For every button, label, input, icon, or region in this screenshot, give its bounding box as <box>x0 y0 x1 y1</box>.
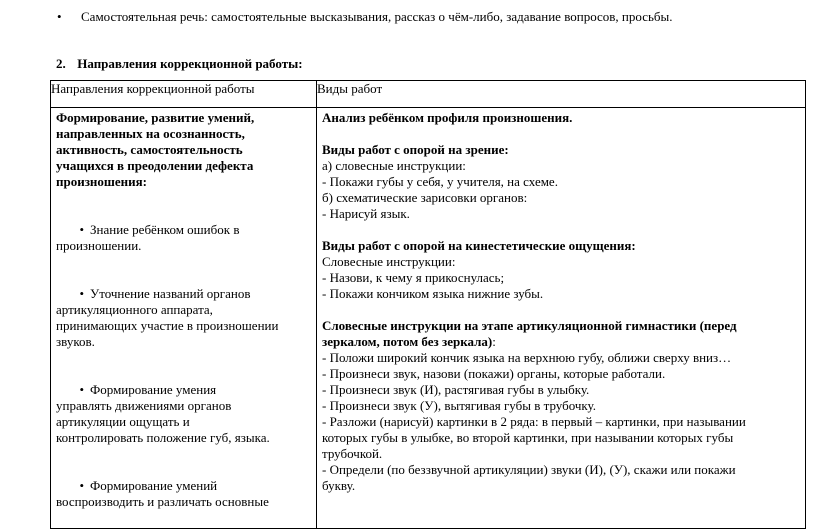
gymnastics-line: - Произнеси звук (И), растягивая губы в улыбку. <box>322 382 590 397</box>
directions-cell <box>51 108 317 529</box>
gymnastics-line: - Произнеси звук, назови (покажи) органы, которые работали. <box>322 366 666 381</box>
work-types-cell <box>317 108 806 529</box>
kinesthetic-line: - Покажи кончиком языка нижние зубы. <box>322 286 544 301</box>
kinesthetic-line: Словесные инструкции: <box>322 254 456 269</box>
bullet-marker: • <box>79 286 84 301</box>
left-heading-line: произношения: <box>56 174 148 189</box>
header-work-types: Виды работ <box>317 81 806 108</box>
gymnastics-heading-line: Словесные инструкции на этапе артикуляционной гимнастики (перед <box>322 318 737 333</box>
vision-line: б) схематические зарисовки органов: <box>322 190 528 205</box>
gymnastics-line: - Определи (по беззвучной артикуляции) звуки (И), (У), скажи или покажи <box>322 462 736 477</box>
bullet-marker: • <box>57 9 62 24</box>
correction-table <box>50 80 806 529</box>
gymnastics-heading-line-2: зеркалом, потом без зеркала): <box>322 334 496 349</box>
left-heading-line: учащихся в преодолении дефекта <box>56 158 254 173</box>
gymnastics-line: букву. <box>322 478 356 493</box>
section-number: 2. <box>56 56 66 71</box>
vision-line: а) словесные инструкции: <box>322 158 466 173</box>
kinesthetic-heading: Виды работ с опорой на кинестетические ощущения: <box>322 238 636 253</box>
analysis-line: Анализ ребёнком профиля произношения. <box>322 110 573 125</box>
bullet-marker: • <box>79 222 84 237</box>
header-directions: Направления коррекционной работы <box>51 81 317 108</box>
vision-heading: Виды работ с опорой на зрение: <box>322 142 509 157</box>
left-heading-line: Формирование, развитие умений, <box>56 110 255 125</box>
gymnastics-line: - Положи широкий кончик языка на верхнюю губу, оближи сверху вниз… <box>322 350 732 365</box>
vision-line: - Покажи губы у себя, у учителя, на схеме. <box>322 174 558 189</box>
section-heading <box>56 56 303 72</box>
vision-line: - Нарисуй язык. <box>322 206 410 221</box>
bullet-marker: • <box>79 382 84 397</box>
gymnastics-line: - Разложи (нарисуй) картинки в 2 ряда: в первый – картинки, при назывании <box>322 414 746 429</box>
direction-item-4: • Формирование умений воспроизводить и различать основные <box>56 478 269 509</box>
intro-bullet-text: Самостоятельная речь: самостоятельные высказывания, рассказ о чём-либо, задавание вопросов, просьбы. <box>81 9 673 24</box>
table-row <box>51 108 806 529</box>
gymnastics-line: трубочкой. <box>322 446 383 461</box>
gymnastics-line: которых губы в улыбке, во второй картинки, при назывании которых губы <box>322 430 734 445</box>
left-heading-line: направленных на осознанность, <box>56 126 245 141</box>
direction-item-1: • Знание ребёнком ошибок в произношении. <box>56 222 240 253</box>
table-header-row <box>51 81 806 108</box>
direction-item-3: • Формирование умения управлять движениями органов артикуляции ощущать и контролировать положение губ, языка. <box>56 382 270 445</box>
kinesthetic-line: - Назови, к чему я прикоснулась; <box>322 270 505 285</box>
direction-item-2: • Уточнение названий органов артикуляционного аппарата, принимающих участие в произношении звуков. <box>56 286 279 349</box>
gymnastics-line: - Произнеси звук (У), вытягивая губы в трубочку. <box>322 398 597 413</box>
section-title-text: Направления коррекционной работы: <box>77 56 303 71</box>
left-heading-line: активность, самостоятельность <box>56 142 243 157</box>
bullet-marker: • <box>79 478 84 493</box>
